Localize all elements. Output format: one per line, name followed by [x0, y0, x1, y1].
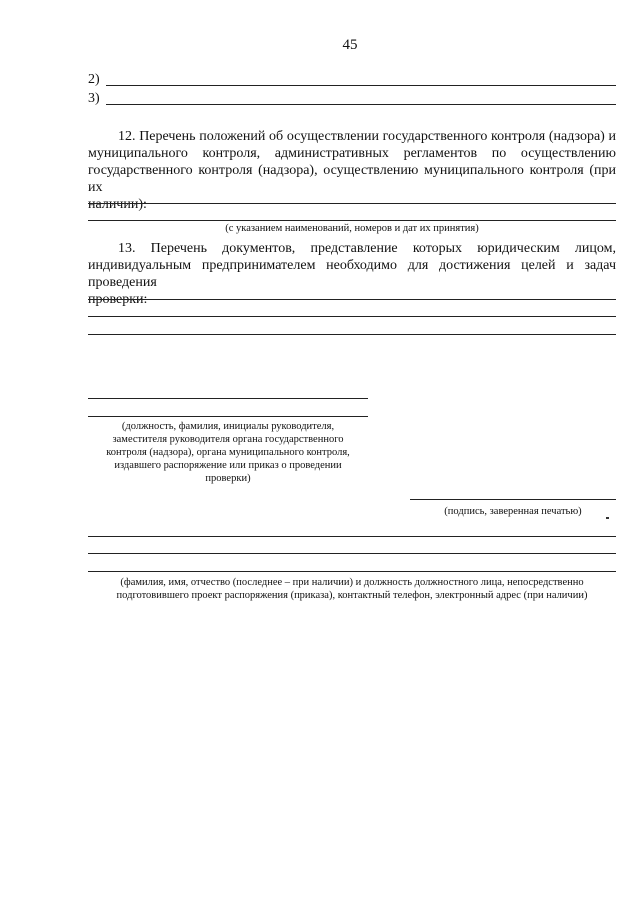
fill-line — [88, 316, 616, 317]
caption-line: подготовившего проект распоряжения (приказа), контактный телефон, электронный адрес (при наличии) — [116, 590, 588, 601]
position-caption — [88, 420, 368, 485]
caption-line: контроля (надзора), органа муниципального контроля, — [106, 447, 350, 458]
section-12-line: государственного контроля (надзора), осуществлению муниципального контроля (при их — [88, 163, 616, 195]
section-12-line: наличии): — [88, 197, 147, 212]
section-12-line: 12. Перечень положений об осуществлении государственного контроля (надзора) и — [118, 129, 616, 144]
fill-line — [88, 203, 616, 204]
caption-line: (фамилия, имя, отчество (последнее – при наличии) и должность должностного лица, непосредственно — [120, 577, 584, 588]
section-12-caption: (с указанием наименований, номеров и дат их принятия) — [225, 223, 479, 234]
section-13-line: 13. Перечень документов, представление которых юридическим лицом, — [118, 241, 616, 256]
fill-line — [88, 571, 616, 572]
caption-line: заместителя руководителя органа государственного — [112, 434, 344, 445]
section-13-text — [88, 240, 616, 308]
position-line — [88, 398, 368, 399]
list-item-label: 2) — [88, 72, 100, 87]
list-item-label: 3) — [88, 91, 100, 106]
caption-line: проверки) — [205, 473, 251, 484]
fill-line — [88, 220, 616, 221]
fill-line — [106, 85, 616, 86]
signature-line — [410, 499, 616, 500]
fill-line — [88, 536, 616, 537]
fill-line — [106, 104, 616, 105]
signature-caption: (подпись, заверенная печатью) — [444, 506, 582, 517]
section-12-line: муниципального контроля, административных регламентов по осуществлению — [88, 146, 616, 161]
section-12-text — [88, 128, 616, 213]
fill-line — [88, 334, 616, 335]
mark-dot — [606, 517, 609, 519]
caption-line: издавшего распоряжение или приказ о проведении — [114, 460, 342, 471]
fill-line — [88, 299, 616, 300]
page-number: 45 — [342, 37, 358, 53]
position-line — [88, 416, 368, 417]
caption-line: (должность, фамилия, инициалы руководителя, — [121, 421, 335, 432]
preparer-caption — [88, 576, 616, 602]
fill-line — [88, 553, 616, 554]
section-13-line: индивидуальным предпринимателем необходимо для достижения целей и задач проведения — [88, 258, 616, 290]
section-13-line: проверки: — [88, 292, 148, 307]
